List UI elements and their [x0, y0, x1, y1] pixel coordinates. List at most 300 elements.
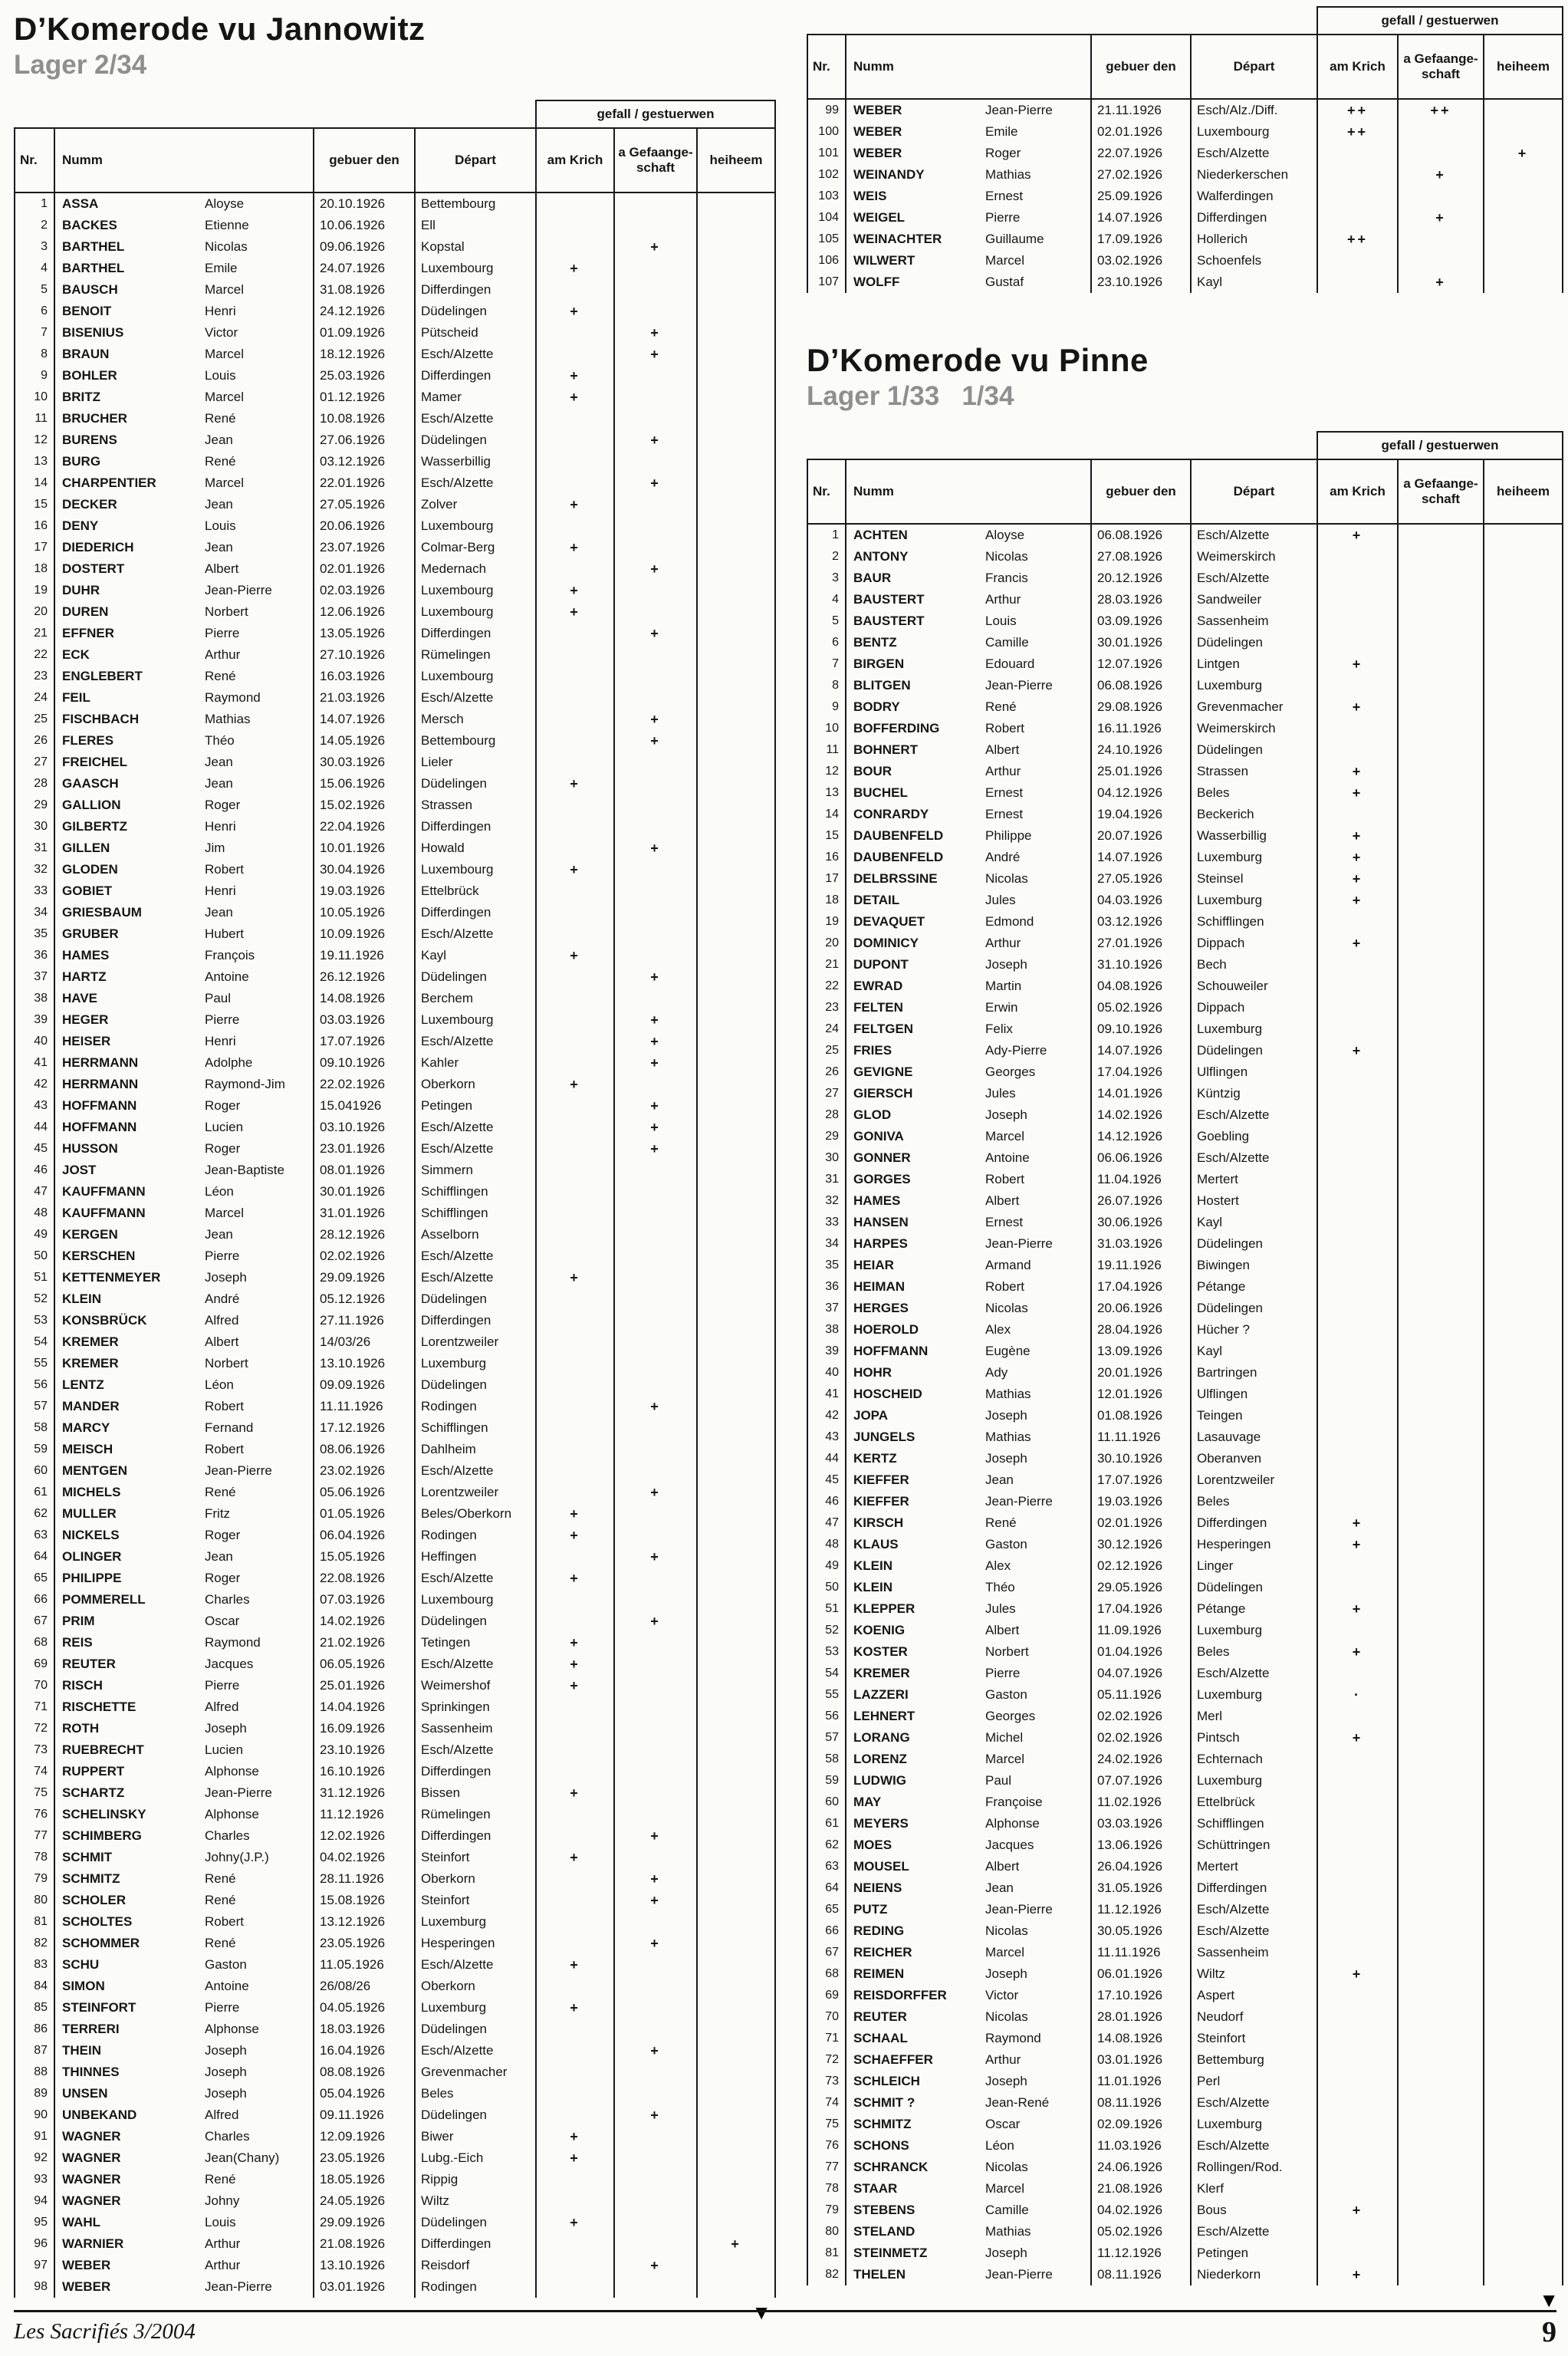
- firstname: Charles: [205, 1828, 250, 1843]
- birthdate-cell: 06.06.1926: [1091, 1147, 1191, 1169]
- birthdate-cell: 11.04.1926: [1091, 1169, 1191, 1190]
- mark-gefaangeschaft: [614, 1503, 697, 1525]
- table-row: [15, 1074, 775, 1095]
- birthdate-cell: 27.01.1926: [1091, 933, 1191, 954]
- mark-heiheem: [1484, 1212, 1563, 1233]
- mark-am-krich: [1317, 1126, 1398, 1147]
- name-cell: [54, 1546, 314, 1568]
- mark-heiheem: [1484, 1641, 1563, 1663]
- table-row: [807, 2135, 1563, 2157]
- firstname: Albert: [985, 1859, 1020, 1874]
- mark-heiheem: [1484, 2157, 1563, 2178]
- departure-place-cell: Rodingen: [415, 1396, 536, 1417]
- birthdate-cell: 30.03.1926: [314, 752, 415, 773]
- name-cell: [54, 451, 314, 472]
- birthdate-cell: 11.11.1926: [1091, 1942, 1191, 1963]
- name-cell: [846, 1942, 1091, 1963]
- birthdate-cell: 21.03.1926: [314, 687, 415, 709]
- birthdate-cell: 22.07.1926: [1091, 143, 1191, 164]
- table-row: [807, 1727, 1563, 1749]
- mark-am-krich: [536, 966, 614, 988]
- name-cell: [54, 387, 314, 408]
- table-row: [807, 1620, 1563, 1641]
- departure-place-cell: Esch/Alzette: [1191, 1147, 1317, 1169]
- table-row: [15, 1997, 775, 2019]
- group-header-gefall-gestuerwen: gefall / gestuerwen: [1317, 7, 1563, 35]
- birthdate-cell: 14/03/26: [314, 1331, 415, 1353]
- mark-gefaangeschaft: [1398, 739, 1484, 761]
- mark-am-krich: [536, 2190, 614, 2212]
- surname: MEYERS: [853, 1816, 909, 1831]
- name-cell: [846, 2178, 1091, 2200]
- firstname: Jean: [205, 433, 233, 447]
- header-am-krich: am Krich: [1317, 35, 1398, 99]
- birthdate-cell: 03.03.1926: [1091, 1813, 1191, 1834]
- mark-gefaangeschaft: [1398, 610, 1484, 632]
- name-cell: [846, 1212, 1091, 1233]
- mark-gefaangeschaft: [1398, 1126, 1484, 1147]
- mark-gefaangeschaft: [1398, 1512, 1484, 1534]
- table-row: [15, 709, 775, 730]
- mark-heiheem: +: [1484, 143, 1563, 164]
- row-number: 36: [807, 1276, 846, 1298]
- table-row: [15, 1568, 775, 1589]
- birthdate-cell: 29.08.1926: [1091, 696, 1191, 718]
- surname: BURENS: [62, 433, 117, 447]
- firstname: Lucien: [205, 1120, 244, 1134]
- row-number: 78: [15, 1847, 54, 1868]
- firstname: Camille: [985, 2203, 1029, 2217]
- row-number: 52: [807, 1620, 846, 1641]
- birthdate-cell: 26.04.1926: [1091, 1856, 1191, 1877]
- mark-am-krich: +: [1317, 782, 1398, 804]
- birthdate-cell: 29.09.1926: [314, 2212, 415, 2233]
- surname: DEVAQUET: [853, 914, 925, 929]
- birthdate-cell: 14.08.1926: [1091, 2028, 1191, 2049]
- name-cell: [846, 911, 1091, 933]
- table-row: [15, 2255, 775, 2276]
- surname: STEINMETZ: [853, 2246, 928, 2260]
- row-number: 76: [807, 2135, 846, 2157]
- mark-heiheem: [697, 279, 775, 301]
- mark-gefaangeschaft: [1398, 976, 1484, 997]
- firstname: Arthur: [985, 936, 1021, 950]
- header-am-krich: am Krich: [1317, 459, 1398, 524]
- name-cell: [846, 2049, 1091, 2071]
- table-row: [15, 1525, 775, 1546]
- mark-gefaangeschaft: +: [614, 837, 697, 859]
- mark-gefaangeschaft: +: [614, 1890, 697, 1911]
- mark-heiheem: [697, 344, 775, 365]
- birthdate-cell: 30.01.1926: [1091, 632, 1191, 653]
- departure-place-cell: Luxemburg: [415, 1997, 536, 2019]
- mark-gefaangeschaft: [614, 1310, 697, 1331]
- surname: KOENIG: [853, 1623, 906, 1637]
- departure-place-cell: Mertert: [1191, 1169, 1317, 1190]
- mark-am-krich: [1317, 1577, 1398, 1598]
- departure-place-cell: Ulflingen: [1191, 1384, 1317, 1405]
- mark-heiheem: [1484, 2006, 1563, 2028]
- mark-am-krich: ++: [1317, 99, 1398, 121]
- firstname: Louis: [205, 518, 236, 533]
- name-cell: [846, 1083, 1091, 1104]
- name-cell: [54, 2104, 314, 2126]
- surname: WAGNER: [62, 2172, 121, 2187]
- row-number: 21: [807, 954, 846, 976]
- firstname: Mathias: [205, 712, 251, 726]
- firstname: Jacques: [985, 1838, 1034, 1852]
- departure-place-cell: Luxembourg: [415, 580, 536, 601]
- departure-place-cell: Beles: [1191, 1641, 1317, 1663]
- name-cell: [54, 258, 314, 279]
- mark-am-krich: [1317, 2028, 1398, 2049]
- row-number: 42: [15, 1074, 54, 1095]
- mark-gefaangeschaft: +: [614, 472, 697, 494]
- mark-heiheem: [1484, 2071, 1563, 2092]
- name-cell: [846, 954, 1091, 976]
- mark-am-krich: +: [1317, 524, 1398, 546]
- mark-am-krich: [1317, 1985, 1398, 2006]
- header-numm: Numm: [54, 128, 314, 192]
- mark-heiheem: [1484, 1706, 1563, 1727]
- firstname: Henri: [205, 1034, 236, 1048]
- mark-am-krich: [1317, 1856, 1398, 1877]
- mark-gefaangeschaft: [614, 2190, 697, 2212]
- row-number: 59: [15, 1439, 54, 1460]
- mark-heiheem: [1484, 847, 1563, 868]
- mark-heiheem: [697, 2212, 775, 2233]
- header-depart: Départ: [415, 128, 536, 192]
- row-number: 11: [807, 739, 846, 761]
- birthdate-cell: 09.06.1926: [314, 236, 415, 258]
- mark-am-krich: +: [1317, 1534, 1398, 1555]
- table-row: [807, 1920, 1563, 1942]
- firstname: Charles: [205, 1592, 250, 1607]
- mark-heiheem: [697, 1203, 775, 1224]
- name-cell: [54, 1224, 314, 1245]
- table-row: [15, 2019, 775, 2040]
- mark-am-krich: [536, 1696, 614, 1718]
- table-row: [807, 2242, 1563, 2264]
- name-cell: [846, 1641, 1091, 1663]
- surname: MENTGEN: [62, 1463, 127, 1478]
- departure-place-cell: Düdelingen: [415, 2212, 536, 2233]
- departure-place-cell: Luxemburg: [1191, 2114, 1317, 2135]
- row-number: 80: [807, 2221, 846, 2242]
- mark-gefaangeschaft: [1398, 954, 1484, 976]
- column-header-row: [15, 128, 775, 192]
- name-cell: [846, 1706, 1091, 1727]
- row-number: 41: [807, 1384, 846, 1405]
- row-number: 62: [15, 1503, 54, 1525]
- surname: HOFFMANN: [62, 1120, 137, 1134]
- mark-am-krich: +: [536, 1954, 614, 1976]
- firstname: Robert: [205, 1442, 245, 1456]
- table-row: [807, 1684, 1563, 1706]
- row-number: 30: [807, 1147, 846, 1169]
- surname: NEIENS: [853, 1881, 902, 1895]
- firstname: Pierre: [205, 1249, 240, 1263]
- birthdate-cell: 23.01.1926: [314, 1138, 415, 1160]
- mark-gefaangeschaft: [1398, 782, 1484, 804]
- birthdate-cell: 19.03.1926: [1091, 1491, 1191, 1512]
- row-number: 106: [807, 250, 846, 271]
- row-number: 105: [807, 229, 846, 250]
- mark-heiheem: [697, 515, 775, 537]
- name-cell: [846, 250, 1091, 271]
- surname: DOSTERT: [62, 561, 125, 576]
- mark-heiheem: [1484, 2135, 1563, 2157]
- table-row: [807, 1813, 1563, 1834]
- row-number: 81: [15, 1911, 54, 1933]
- mark-gefaangeschaft: [614, 816, 697, 837]
- firstname: Victor: [205, 325, 238, 340]
- row-number: 33: [807, 1212, 846, 1233]
- mark-gefaangeschaft: [1398, 2264, 1484, 2285]
- name-cell: [54, 880, 314, 902]
- departure-place-cell: Luxemburg: [415, 1911, 536, 1933]
- mark-am-krich: [536, 215, 614, 236]
- birthdate-cell: 26.07.1926: [1091, 1190, 1191, 1212]
- mark-heiheem: [1484, 1577, 1563, 1598]
- mark-heiheem: [697, 644, 775, 666]
- mark-am-krich: +: [536, 1525, 614, 1546]
- birthdate-cell: 21.11.1926: [1091, 99, 1191, 121]
- mark-heiheem: [1484, 524, 1563, 546]
- mark-am-krich: [1317, 2006, 1398, 2028]
- mark-gefaangeschaft: [1398, 2221, 1484, 2242]
- departure-place-cell: Esch/Alzette: [415, 1460, 536, 1482]
- name-cell: [54, 1460, 314, 1482]
- header-depart: Départ: [1191, 459, 1317, 524]
- table-row: [15, 1782, 775, 1804]
- firstname: Raymond: [985, 2031, 1041, 2045]
- departure-place-cell: Luxembourg: [1191, 121, 1317, 143]
- name-cell: [846, 1040, 1091, 1061]
- departure-place-cell: Esch/Alzette: [415, 1653, 536, 1675]
- name-cell: [54, 816, 314, 837]
- departure-place-cell: Luxembourg: [415, 1589, 536, 1611]
- mark-heiheem: [697, 1074, 775, 1095]
- birthdate-cell: 05.12.1926: [314, 1288, 415, 1310]
- header-spacer: [15, 100, 536, 128]
- mark-heiheem: [1484, 1534, 1563, 1555]
- table-row: [807, 804, 1563, 825]
- surname: GILLEN: [62, 841, 110, 855]
- mark-gefaangeschaft: [1398, 1727, 1484, 1749]
- mark-am-krich: [1317, 1448, 1398, 1469]
- surname: BLITGEN: [853, 678, 911, 693]
- mark-am-krich: +: [536, 580, 614, 601]
- mark-gefaangeschaft: +: [614, 236, 697, 258]
- mark-am-krich: [536, 923, 614, 945]
- table-row: [15, 1847, 775, 1868]
- mark-am-krich: [536, 644, 614, 666]
- row-number: 22: [807, 976, 846, 997]
- firstname: Ernest: [985, 1215, 1024, 1229]
- mark-heiheem: [697, 752, 775, 773]
- name-cell: [846, 1512, 1091, 1534]
- table-row: [15, 773, 775, 795]
- departure-place-cell: Bartringen: [1191, 1362, 1317, 1384]
- firstname: Robert: [985, 721, 1025, 735]
- name-cell: [54, 644, 314, 666]
- row-number: 23: [807, 997, 846, 1018]
- table-row: [15, 258, 775, 279]
- birthdate-cell: 04.05.1926: [314, 1997, 415, 2019]
- departure-place-cell: Simmern: [415, 1160, 536, 1181]
- group-header-row: [15, 100, 775, 128]
- mark-heiheem: [1484, 1018, 1563, 1040]
- mark-gefaangeschaft: [1398, 997, 1484, 1018]
- table-row: [15, 1653, 775, 1675]
- row-number: 41: [15, 1052, 54, 1074]
- mark-am-krich: +: [1317, 1963, 1398, 1985]
- mark-heiheem: [697, 623, 775, 644]
- table-row: [15, 816, 775, 837]
- mark-heiheem: [697, 1160, 775, 1181]
- birthdate-cell: 09.10.1926: [1091, 1018, 1191, 1040]
- departure-place-cell: Esch/Alzette: [415, 472, 536, 494]
- firstname: Armand: [985, 1258, 1031, 1272]
- name-cell: [846, 1104, 1091, 1126]
- table-row: [807, 718, 1563, 739]
- birthdate-cell: 11.11.1926: [1091, 1426, 1191, 1448]
- surname: SCHRANCK: [853, 2160, 929, 2174]
- name-cell: [54, 2040, 314, 2062]
- name-cell: [846, 1426, 1091, 1448]
- mark-heiheem: [1484, 2200, 1563, 2221]
- birthdate-cell: 10.05.1926: [314, 902, 415, 923]
- name-cell: [54, 687, 314, 709]
- name-cell: [54, 1739, 314, 1761]
- departure-place-cell: Esch/Alzette: [1191, 1899, 1317, 1920]
- name-cell: [846, 1448, 1091, 1469]
- mark-gefaangeschaft: [1398, 1749, 1484, 1770]
- firstname: Marcel: [985, 2181, 1025, 2196]
- firstname: Alex: [985, 1558, 1011, 1573]
- table-row: [807, 2049, 1563, 2071]
- firstname: Robert: [985, 1279, 1025, 1294]
- name-cell: [54, 1052, 314, 1074]
- mark-heiheem: [697, 2019, 775, 2040]
- row-number: 55: [807, 1684, 846, 1706]
- birthdate-cell: 17.04.1926: [1091, 1276, 1191, 1298]
- row-number: 29: [807, 1126, 846, 1147]
- birthdate-cell: 20.06.1926: [1091, 1298, 1191, 1319]
- name-cell: [54, 2169, 314, 2190]
- mark-am-krich: [1317, 718, 1398, 739]
- row-number: 10: [15, 387, 54, 408]
- mark-am-krich: [536, 1009, 614, 1031]
- mark-gefaangeschaft: [1398, 2157, 1484, 2178]
- section-title-jannowitz: D’Komerode vu Jannowitz: [14, 11, 426, 47]
- mark-gefaangeschaft: [614, 795, 697, 816]
- departure-place-cell: Beles: [1191, 1491, 1317, 1512]
- firstname: Roger: [985, 146, 1021, 160]
- surname: BODRY: [853, 699, 900, 714]
- surname: REICHER: [853, 1945, 912, 1959]
- departure-place-cell: Esch/Alzette: [415, 687, 536, 709]
- birthdate-cell: 02.02.1926: [1091, 1727, 1191, 1749]
- birthdate-cell: 12.09.1926: [314, 2126, 415, 2147]
- name-cell: [54, 1353, 314, 1374]
- table-row: [807, 610, 1563, 632]
- firstname: Antoine: [205, 1979, 249, 1993]
- departure-place-cell: Oberkorn: [415, 1868, 536, 1890]
- departure-place-cell: Düdelingen: [1191, 1577, 1317, 1598]
- departure-place-cell: Aspert: [1191, 1985, 1317, 2006]
- birthdate-cell: 17.09.1926: [1091, 229, 1191, 250]
- surname: BUCHEL: [853, 785, 908, 800]
- table-row: [807, 1384, 1563, 1405]
- table-row: [807, 1169, 1563, 1190]
- mark-gefaangeschaft: [1398, 696, 1484, 718]
- mark-heiheem: [1484, 1792, 1563, 1813]
- mark-gefaangeschaft: [1398, 2178, 1484, 2200]
- mark-am-krich: [536, 1890, 614, 1911]
- departure-place-cell: Colmar-Berg: [415, 537, 536, 558]
- name-cell: [846, 2092, 1091, 2114]
- mark-gefaangeschaft: [614, 1460, 697, 1482]
- mark-am-krich: [536, 1911, 614, 1933]
- mark-am-krich: [536, 515, 614, 537]
- mark-heiheem: [1484, 1104, 1563, 1126]
- departure-place-cell: Schüttringen: [1191, 1834, 1317, 1856]
- row-number: 46: [807, 1491, 846, 1512]
- table-row: [15, 988, 775, 1009]
- mark-gefaangeschaft: [1398, 804, 1484, 825]
- firstname: Louis: [205, 2215, 236, 2229]
- mark-gefaangeschaft: [1398, 632, 1484, 653]
- mark-am-krich: [1317, 1341, 1398, 1362]
- table-row: [807, 1899, 1563, 1920]
- row-number: 70: [807, 2006, 846, 2028]
- mark-am-krich: [1317, 1620, 1398, 1641]
- name-cell: [54, 1160, 314, 1181]
- name-cell: [54, 1782, 314, 1804]
- surname: BAUR: [853, 571, 892, 585]
- departure-place-cell: Kahler: [415, 1052, 536, 1074]
- mark-gefaangeschaft: [1398, 2006, 1484, 2028]
- mark-heiheem: [1484, 954, 1563, 976]
- mark-heiheem: [697, 1288, 775, 1310]
- birthdate-cell: 01.04.1926: [1091, 1641, 1191, 1663]
- mark-heiheem: [697, 1653, 775, 1675]
- firstname: Henri: [205, 884, 236, 898]
- row-number: 96: [15, 2233, 54, 2255]
- surname: BACKES: [62, 218, 117, 232]
- birthdate-cell: 01.08.1926: [1091, 1405, 1191, 1426]
- mark-am-krich: [536, 1825, 614, 1847]
- mark-am-krich: +: [1317, 696, 1398, 718]
- mark-heiheem: [697, 2104, 775, 2126]
- row-number: 49: [15, 1224, 54, 1245]
- mark-gefaangeschaft: [1398, 1061, 1484, 1083]
- firstname: Robert: [205, 862, 245, 877]
- departure-place-cell: Mersch: [415, 709, 536, 730]
- mark-gefaangeschaft: [1398, 675, 1484, 696]
- surname: BARTHEL: [62, 239, 125, 254]
- birthdate-cell: 06.04.1926: [314, 1525, 415, 1546]
- row-number: 83: [15, 1954, 54, 1976]
- surname: WEIS: [853, 189, 887, 203]
- firstname: Jean-Pierre: [985, 103, 1053, 117]
- surname: DETAIL: [853, 893, 900, 907]
- birthdate-cell: 08.01.1926: [314, 1160, 415, 1181]
- birthdate-cell: 28.11.1926: [314, 1868, 415, 1890]
- row-number: 37: [807, 1298, 846, 1319]
